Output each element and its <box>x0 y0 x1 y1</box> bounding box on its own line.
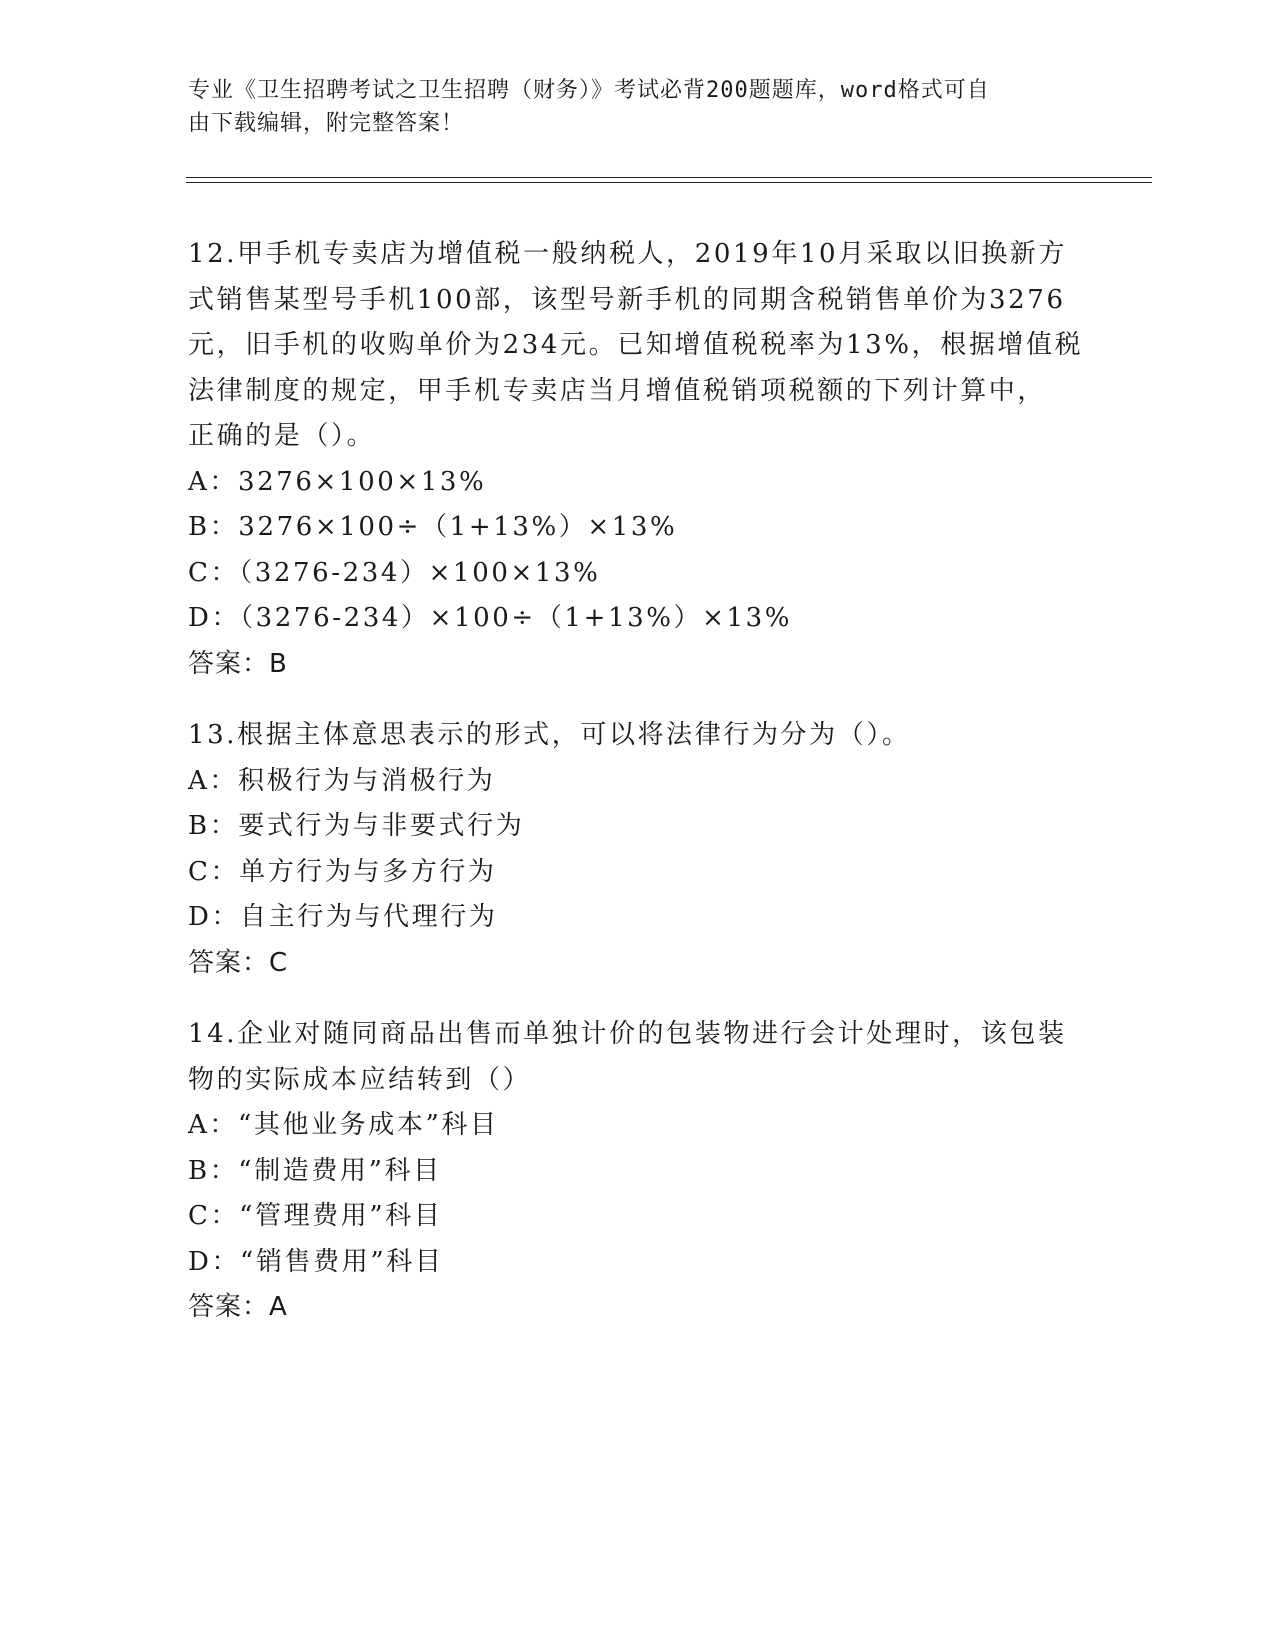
answer-label: 答案：B <box>188 648 288 679</box>
option-d: D：“销售费用”科目 <box>188 1246 444 1277</box>
answer-label: 答案：A <box>188 1292 288 1322</box>
answer-label: 答案：C <box>188 947 289 978</box>
stem-line: 14.企业对随同商品出售而单独计价的包装物进行会计处理时，该包装 <box>188 1019 1067 1049</box>
header-divider-bottom <box>186 182 1152 183</box>
option-b: B：“制造费用”科目 <box>188 1155 442 1186</box>
question-14 <box>188 1012 1088 1331</box>
stem-line: 物的实际成本应结转到（） <box>188 1064 532 1095</box>
option-c: C：（3276-234）×100×13% <box>188 557 601 588</box>
option-a: A：3276×100×13% <box>188 466 487 497</box>
stem-line: 法律制度的规定，甲手机专卖店当月增值税销项税额的下列计算中， <box>188 375 1047 406</box>
header-line: 由下载编辑，附完整答案！ <box>188 111 465 136</box>
header-line: 专业《卫生招聘考试之卫生招聘（财务）》考试必背200题题库，word格式可自 <box>188 78 990 103</box>
stem-line: 式销售某型号手机100部，该型号新手机的同期含税销售单价为3276 <box>188 284 1066 315</box>
option-c: C：“管理费用”科目 <box>188 1201 443 1231</box>
question-list <box>188 232 1088 1357</box>
stem-line: 正确的是（）。 <box>188 421 376 451</box>
option-d: D：（3276-234）×100÷（1+13%）×13% <box>188 603 793 633</box>
question-13 <box>188 713 1088 986</box>
option-c: C：单方行为与多方行为 <box>188 856 497 887</box>
stem-line: 12.甲手机专卖店为增值税一般纳税人，2019年10月采取以旧换新方 <box>188 239 1068 269</box>
question-12 <box>188 232 1088 687</box>
option-b: B：要式行为与非要式行为 <box>188 811 525 841</box>
option-a: A：积极行为与消极行为 <box>188 765 496 796</box>
question-stem <box>188 713 1088 759</box>
header-divider-top <box>186 177 1152 178</box>
option-d: D：自主行为与代理行为 <box>188 902 498 932</box>
option-a: A：“其他业务成本”科目 <box>188 1110 499 1140</box>
question-stem <box>188 1012 1088 1103</box>
stem-line: 元，旧手机的收购单价为234元。已知增值税税率为13%，根据增值税 <box>188 330 1084 360</box>
document-header <box>188 74 1068 140</box>
option-b: B：3276×100÷（1+13%）×13% <box>188 512 678 542</box>
question-stem <box>188 232 1088 460</box>
stem-line: 13.根据主体意思表示的形式，可以将法律行为分为（）。 <box>188 720 911 750</box>
